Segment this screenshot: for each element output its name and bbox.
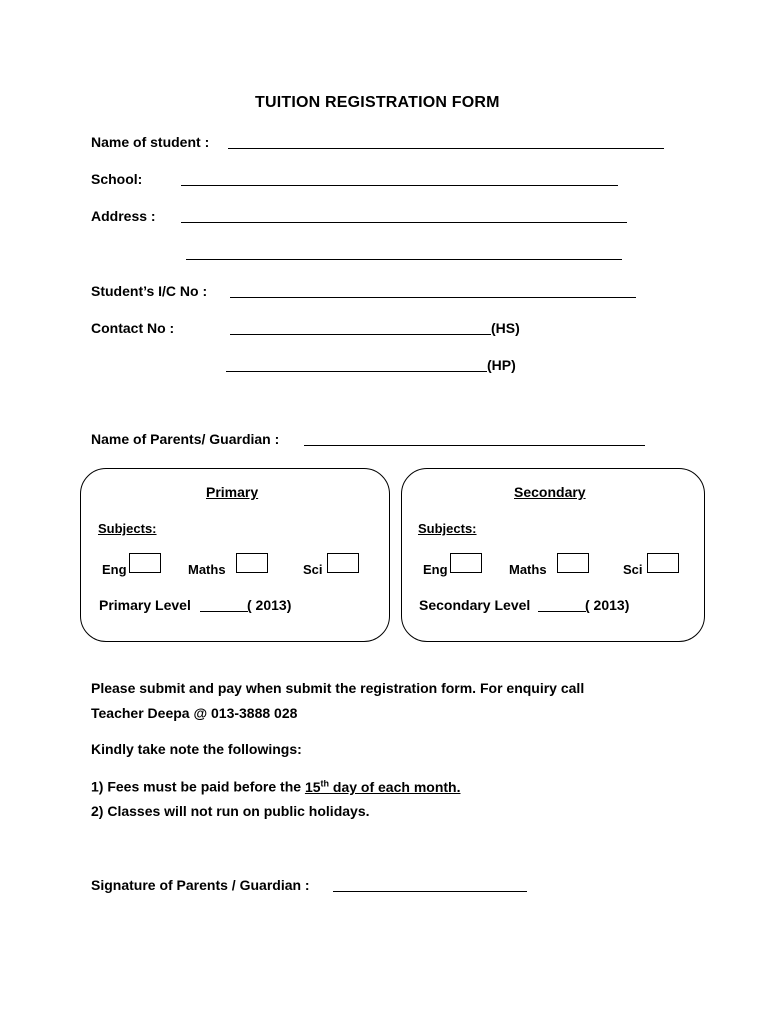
secondary-panel [401,468,705,642]
contact-hp-field[interactable] [226,371,487,372]
ic-no-label: Student’s I/C No : [91,283,208,299]
kindly-note: Kindly take note the followings: [91,741,302,757]
secondary-sci-checkbox[interactable] [647,553,679,573]
primary-sci-checkbox[interactable] [327,553,359,573]
secondary-maths-checkbox[interactable] [557,553,589,573]
secondary-subjects-label: Subjects: [418,521,477,536]
ic-no-field[interactable] [230,297,636,298]
address-label: Address : [91,208,156,224]
signature-label: Signature of Parents / Guardian : [91,877,310,893]
contact-hs-field[interactable] [230,334,491,335]
student-name-label: Name of student : [91,134,210,150]
note-item-1 [91,778,460,795]
contact-label: Contact No : [91,320,175,336]
note-item-1-number: 15 [304,778,321,795]
secondary-eng-label: Eng [423,562,448,577]
primary-maths-checkbox[interactable] [236,553,268,573]
primary-level-field[interactable] [200,611,248,612]
hs-suffix: (HS) [491,320,520,336]
primary-maths-label: Maths [188,562,226,577]
secondary-level-field[interactable] [538,611,586,612]
hp-suffix: (HP) [487,357,516,373]
secondary-eng-checkbox[interactable] [450,553,482,573]
submit-note-line2: Teacher Deepa @ 013-3888 028 [91,705,298,721]
primary-sci-label: Sci [303,562,323,577]
address-field-line1[interactable] [181,222,627,223]
note-item-1-emphasis [305,779,461,795]
secondary-level-year: ( 2013) [585,597,630,613]
primary-eng-label: Eng [102,562,127,577]
signature-field[interactable] [333,891,527,892]
secondary-maths-label: Maths [509,562,547,577]
parents-field[interactable] [304,445,645,446]
primary-panel [80,468,390,642]
secondary-sci-label: Sci [623,562,643,577]
note-item-1-suffix: th [320,778,330,788]
secondary-heading: Secondary [514,484,586,500]
note-item-1-prefix: 1) Fees must be paid before the [91,778,305,795]
submit-note-line1: Please submit and pay when submit the registration form. For enquiry call [91,680,585,696]
school-label: School: [91,171,143,187]
address-field-line2[interactable] [186,259,622,260]
primary-subjects-label: Subjects: [98,521,157,536]
parents-label: Name of Parents/ Guardian : [91,431,280,447]
school-field[interactable] [181,185,618,186]
student-name-field[interactable] [228,148,664,149]
primary-heading: Primary [206,484,259,500]
note-item-1-rest: day of each month. [329,778,461,795]
primary-eng-checkbox[interactable] [129,553,161,573]
primary-level-label: Primary Level [99,597,191,613]
form-title: TUITION REGISTRATION FORM [255,94,500,111]
secondary-level-label: Secondary Level [419,597,531,613]
primary-level-year: ( 2013) [247,597,292,613]
note-item-2: 2) Classes will not run on public holidays. [91,803,370,819]
